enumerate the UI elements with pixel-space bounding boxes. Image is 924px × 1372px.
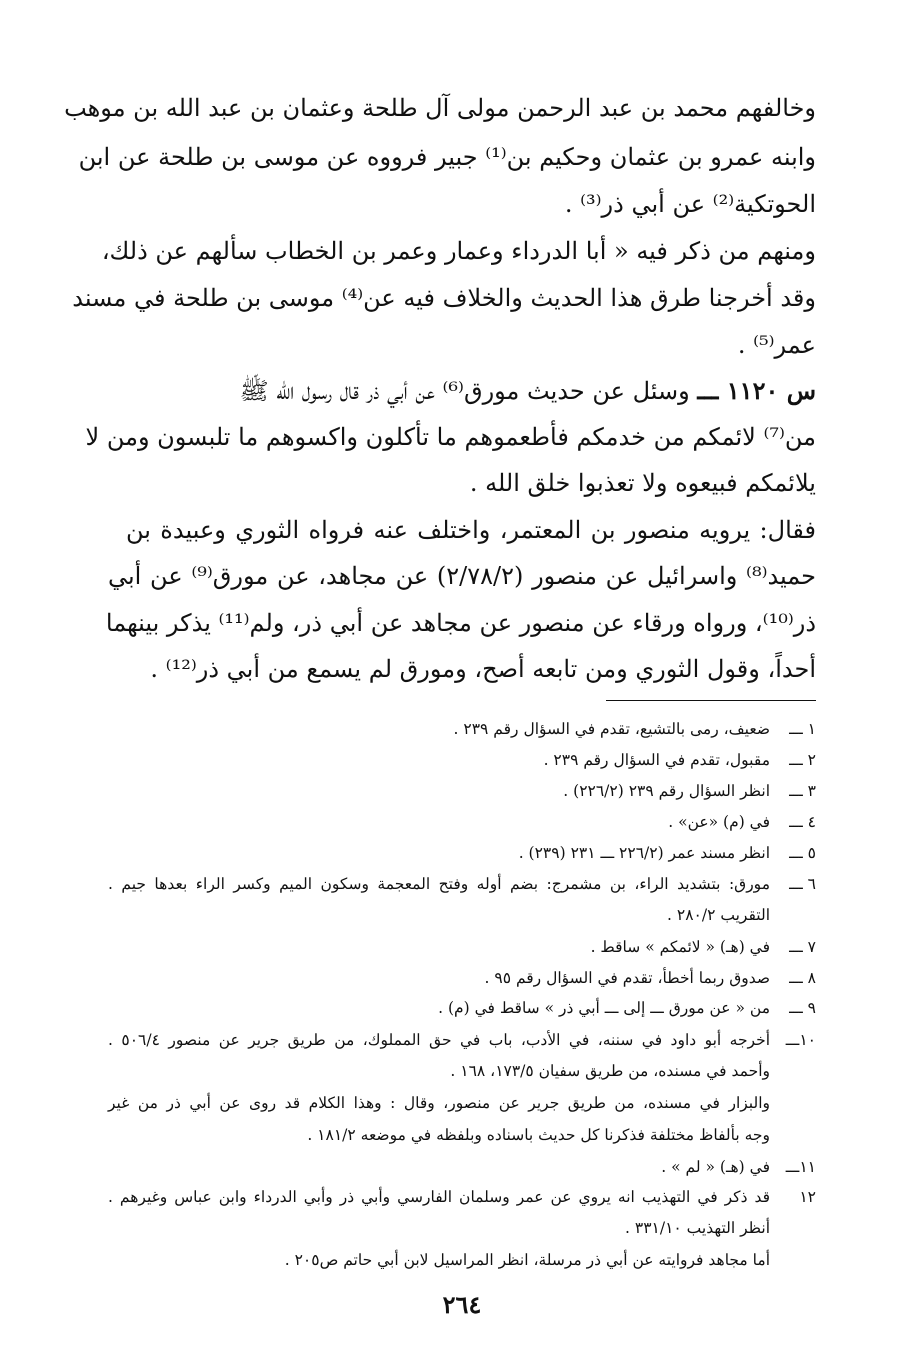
- footnote-6-continuation: التقريب ٢٨٠/٢ .: [667, 906, 770, 924]
- footnote-text: ضعيف، رمى بالتشيع، تقدم في السؤال رقم ٢٣٩ .: [453, 720, 770, 738]
- footnote-10-continuation-1: وأحمد في مسنده، من طريق سفيان ١٧٣/٥، ١٦٨ .: [450, 1062, 770, 1080]
- main-line-3: الحوتكية⁽²⁾ عن أبي ذر⁽³⁾ .: [564, 190, 816, 218]
- footnote-number: ٥ ـــ: [789, 844, 816, 862]
- main-line-4: ومنهم من ذكر فيه « أبا الدرداء وعمار وعمر بن الخطاب سألهم عن ذلك،: [101, 237, 816, 265]
- main-line-2: وابنه عمرو بن عثمان وحكيم بن⁽¹⁾ جبير فرووه عن موسى بن طلحة عن ابن: [78, 143, 816, 171]
- answer-line-1: فقال: يرويه منصور بن المعتمر، واختلف عنه فرواه الثوري وعبيدة بن: [126, 516, 816, 544]
- main-line-5: وقد أخرجنا طرق هذا الحديث والخلاف فيه عن⁽⁴⁾ موسى بن طلحة في مسند: [72, 284, 816, 312]
- footnote-text: مورق: بتشديد الراء، بن مشمرج: بضم أوله وفتح المعجمة وسكون الميم وكسر الراء بعدها جيم .: [108, 875, 770, 893]
- footnote-12-continuation-2: أما مجاهد فروايته عن أبي ذر مرسلة، انظر المراسيل لابن أبي حاتم ص٢٠٥ .: [284, 1251, 770, 1269]
- footnote-text: من « عن مورق ـــ إلى ـــ أبي ذر » ساقط في (م) .: [438, 999, 770, 1017]
- footnote-text: صدوق ربما أخطأ، تقدم في السؤال رقم ٩٥ .: [484, 969, 770, 987]
- footnote-12-continuation-1: أنظر التهذيب ٣٣١/١٠ .: [625, 1219, 770, 1237]
- footnote-text: في (هـ) « لائمكم » ساقط .: [590, 938, 770, 956]
- footnote-text: مقبول، تقدم في السؤال رقم ٢٣٩ .: [543, 751, 770, 769]
- footnote-text: في (هـ) « لم » .: [661, 1158, 770, 1176]
- footnote-text: أخرجه أبو داود في سننه، في الأدب، باب في حق المملوك، من طريق جرير عن منصور ٥٠٦/٤ .: [108, 1031, 770, 1049]
- question-number-label: س ١١٢٠ ـــ: [697, 376, 816, 405]
- footnote-number: ١١ـــ: [785, 1158, 816, 1176]
- footnote-number: ٦ ـــ: [789, 875, 816, 893]
- footnote-10-continuation-2: والبزار في مسنده، من طريق جرير عن منصور، وقال : وهذا الكلام قد روى عن أبي ذر من غير: [108, 1094, 770, 1112]
- footnote-number: ١٢: [799, 1188, 816, 1206]
- footnote-text: في (م) «عن» .: [668, 813, 770, 831]
- answer-line-3: ذر⁽¹⁰⁾، ورواه ورقاء عن منصور عن مجاهد عن أبي ذر، ولم⁽¹¹⁾ يذكر بينهما: [105, 609, 816, 637]
- footnote-10-continuation-3: وجه بألفاظ مختلفة فذكرنا كل حديث باسناده وبلفظه في موضعه ١٨١/٢ .: [307, 1126, 770, 1144]
- answer-line-4: أحداً، وقول الثوري ومن تابعه أصح، ومورق لم يسمع من أبي ذر⁽¹²⁾ .: [150, 655, 816, 683]
- footnote-number: ١ ـــ: [789, 720, 816, 738]
- footnote-text: انظر مسند عمر (٢٢٦/٢ ـــ ٢٣١ (٢٣٩) .: [518, 844, 770, 862]
- main-line-6: عمر⁽⁵⁾ .: [737, 331, 816, 359]
- footnote-number: ٧ ـــ: [789, 938, 816, 956]
- main-line-1: وخالفهم محمد بن عبد الرحمن مولى آل طلحة وعثمان بن عبد الله بن موهب: [64, 94, 816, 122]
- answer-line-2: حميد⁽⁸⁾ واسرائيل عن منصور (٢/٧٨/٢) عن مجاهد، عن مورق⁽⁹⁾ عن أبي: [108, 562, 817, 590]
- question-line-1: وسئل عن حديث مورق⁽⁶⁾ عن أبي ذر قال رسول الله ﷺ: [239, 377, 690, 405]
- question-first-line: [108, 377, 816, 406]
- footnote-number: ٣ ـــ: [789, 782, 816, 800]
- footnote-text: انظر السؤال رقم ٢٣٩ (٢٢٦/٢) .: [563, 782, 770, 800]
- footnote-number: ٨ ـــ: [789, 969, 816, 987]
- page-number: ٢٦٤: [442, 1290, 482, 1319]
- footnote-number: ٤ ـــ: [789, 813, 816, 831]
- question-line-2: من⁽⁷⁾ لائمكم من خدمكم فأطعموهم ما تأكلون واكسوهم ما تلبسون ومن لا: [85, 423, 816, 451]
- footnote-separator: [606, 700, 816, 701]
- footnote-text: قد ذكر في التهذيب انه يروي عن عمر وسلمان الفارسي وأبي ذر وأبي الدرداء وابن عباس وغيرهم .: [108, 1188, 770, 1206]
- footnote-number: ١٠ـــ: [785, 1031, 816, 1049]
- footnote-number: ٢ ـــ: [789, 751, 816, 769]
- question-line-3: يلائمكم فبيعوه ولا تعذبوا خلق الله .: [469, 469, 816, 497]
- footnote-number: ٩ ـــ: [789, 999, 816, 1017]
